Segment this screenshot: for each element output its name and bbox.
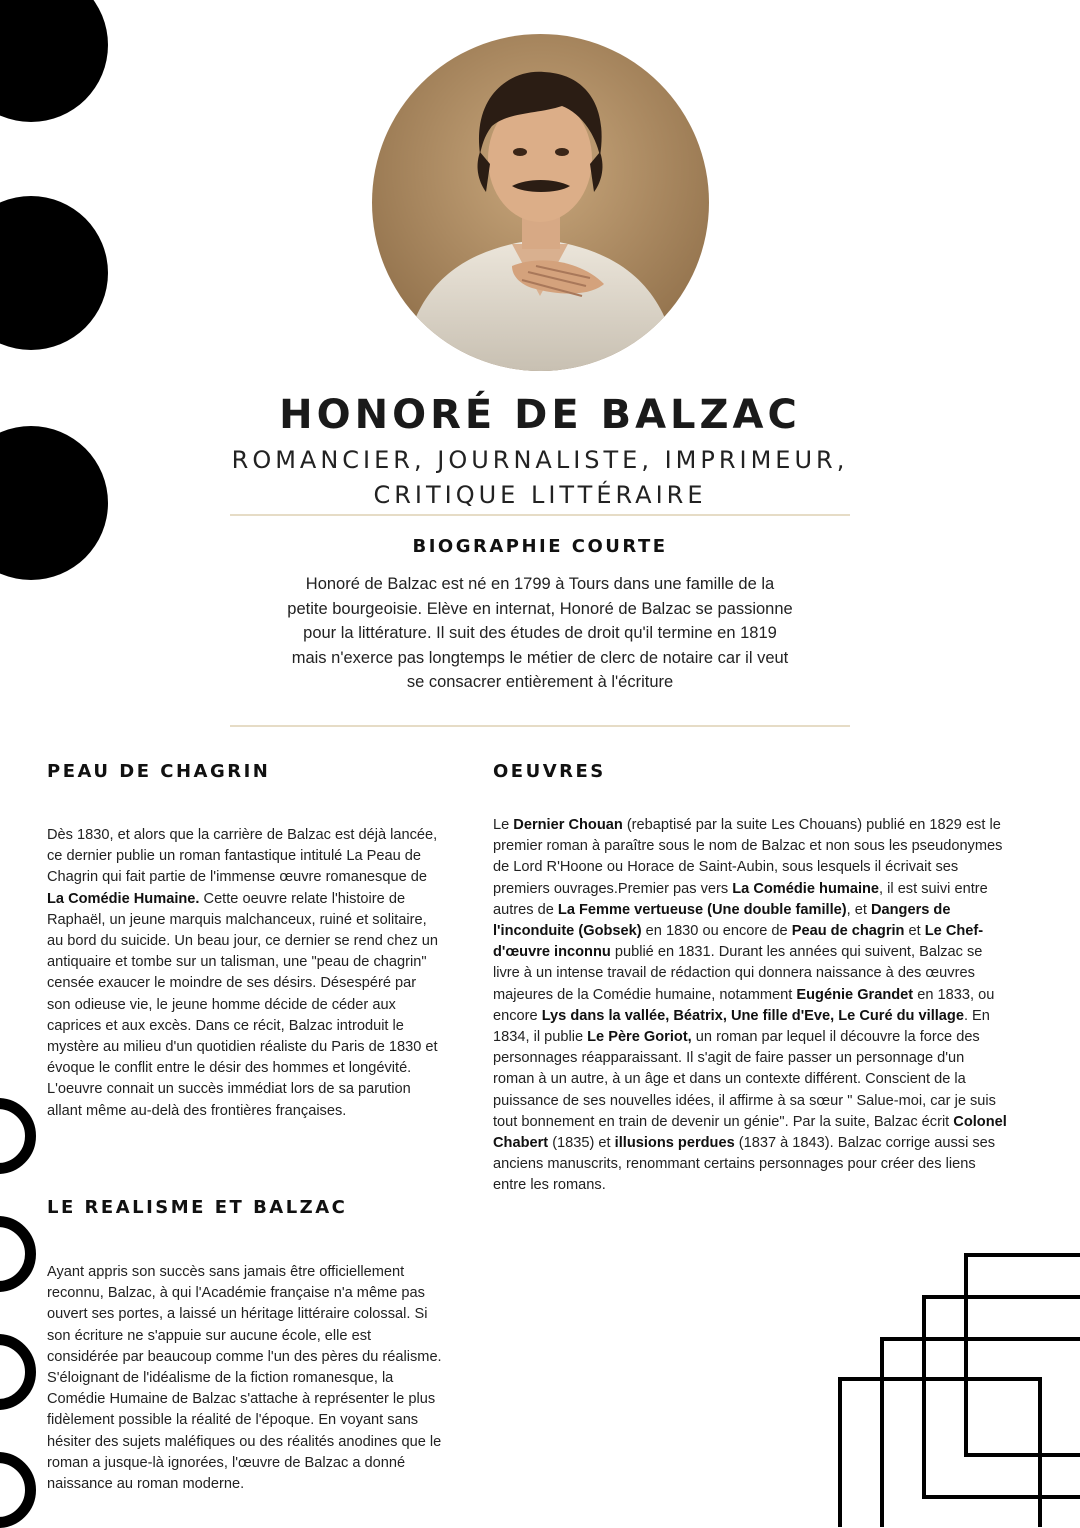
bold-text: La Femme vertueuse (Une double famille) — [557, 901, 847, 918]
decorative-ring — [0, 1334, 36, 1410]
portrait-illustration — [372, 34, 709, 371]
bold-text: Dangers de l'inconduite (Gobsek) — [493, 901, 951, 940]
text-run: , et — [846, 901, 871, 918]
decorative-squares-graphic — [830, 1245, 1080, 1527]
subtitle-line: CRITIQUE LITTÉRAIRE — [373, 481, 707, 509]
bold-text: illusions perdues — [614, 1135, 735, 1152]
text-run: (1837 à 1843). Balzac corrige aussi ses anciens manuscrits, renommant certains personnages pour créer des liens entre les romans. — [493, 1135, 996, 1194]
biography-text: Honoré de Balzac est né en 1799 à Tours dans une famille de la petite bourgeoisie. Elève en internat, Honoré de Balzac se passionne pour la littérature. Il suit des études de droit qu'il termine en 1819 mais n'exerce pas longtemps le métier de clerc de notaire car il veut se consacrer entièrement à l'écriture — [287, 575, 793, 691]
text-run: (rebaptisé par la suite Les Chouans) publié en 1829 est le premier roman à paraître sous le nom de Balzac et non sous les pseudonymes de Lord R'Hoone ou Horace de Saint-Aubin, sous lesquels il écrivait ses premiers ouvrages.Premier pas vers — [493, 817, 1003, 897]
bold-text: La Comédie humaine — [732, 880, 880, 897]
text-run: un roman par lequel il découvre la force des personnages réapparaissant. Il s'agit de faire passer un personnage d'un roman à un autre, à un âge et dans un contexte différent. Conscient de la puissance de ses nouvelles idées, il affirme à sa sœur " Salue-moi, car je suis tout bonnement en train de devenir un génie". Par la suite, Balzac écrit — [493, 1029, 996, 1130]
decorative-squares — [830, 1245, 1080, 1527]
subtitle-line: ROMANCIER, JOURNALISTE, IMPRIMEUR, — [231, 446, 849, 474]
bold-text: Le Chef-d'œuvre inconnu — [493, 923, 984, 961]
text-run: et — [904, 923, 925, 940]
decorative-ring — [0, 1216, 36, 1292]
section-heading-oeuvres: OEUVRES — [493, 761, 606, 782]
text-run: Cette oeuvre relate l'histoire de Raphaël, un jeune marquis malchanceux, ruiné et solitaire, au bord du suicide. Un beau jour, ce dernier se rend chez un antiquaire et tombe sur un talisman, une "peau de chagrin" censée exaucer le moindre de ses désirs. Désespéré par son odieuse vie, le jeune homme décide de céder aux caprices et aux excès. Dans ce récit, Balzac introduit le mystère au milieu d'un quotidien réaliste du Paris de 1830 et évoque le conflit entre le désir des hommes et longévité. L'oeuvre connait un succès immédiat lors de sa parution allant même au-delà des frontières françaises. — [47, 890, 439, 1119]
portrait-image — [372, 34, 709, 371]
divider — [230, 514, 850, 516]
decorative-ring — [0, 1098, 36, 1174]
bold-text: Eugénie Grandet — [796, 986, 914, 1003]
bold-text: La Comédie Humaine. — [47, 890, 200, 907]
text-run: Le — [493, 817, 514, 833]
text-run: en 1830 ou encore de — [641, 923, 792, 940]
realisme-text: Ayant appris son succès sans jamais être officiellement reconnu, Balzac, à qui l'Académie française n'a même pas ouvert ses portes, a laissé un héritage littéraire colossal. Si son écriture ne s'appuie sur aucune école, elle est considérée par beaucoup comme l'un des pères du réalisme. S'éloignant de l'idéalisme de la fiction romanesque, la Comédie Humaine de Balzac s'attache à représenter le plus fidèlement possible la réalité de l'époque. En voyant sans hésiter des sujets maléfiques ou des réalités anodines que le roman a jusque-là ignorées, l'œuvre de Balzac a donné naissance au roman moderne. — [47, 1264, 442, 1493]
bold-text: Le Père Goriot, — [587, 1029, 692, 1046]
oeuvres-text — [493, 815, 1008, 1197]
text-run: (1835) et — [548, 1135, 615, 1152]
text-run: . En 1834, il publie — [493, 1007, 990, 1046]
biography-heading: BIOGRAPHIE COURTE — [412, 536, 668, 557]
text-run: Dès 1830, et alors que la carrière de Balzac est déjà lancée, ce dernier publie un roman fantastique intitulé La Peau de Chagrin qui fait partie de l'immense œuvre romanesque de — [47, 827, 438, 886]
bold-text: Peau de chagrin — [791, 923, 905, 940]
bold-text: Lys dans la vallée, Béatrix, Une fille d'Eve, Le Curé du village — [541, 1007, 964, 1024]
bold-text: Colonel Chabert — [493, 1113, 1007, 1152]
section-heading-peau-de-chagrin: PEAU DE CHAGRIN — [47, 761, 271, 782]
page-subtitle — [230, 443, 850, 513]
section-heading-realisme: LE REALISME ET BALZAC — [47, 1197, 348, 1218]
text-run: , il est suivi entre autres de — [493, 880, 988, 918]
decorative-dot — [0, 196, 108, 350]
decorative-dot — [0, 0, 108, 122]
decorative-ring — [0, 1452, 36, 1528]
text-run: en 1833, ou encore — [493, 986, 995, 1024]
page-title: HONORÉ DE BALZAC — [279, 392, 801, 438]
bold-text: Dernier Chouan — [513, 817, 623, 833]
text-run: publié en 1831. Durant les années qui suivent, Balzac se livre à un intense travail de rédaction qui donnera naissance à des œuvres majeures de la Comédie humaine, notamment — [493, 944, 983, 1003]
peau-de-chagrin-text — [47, 825, 442, 1122]
divider — [230, 725, 850, 727]
